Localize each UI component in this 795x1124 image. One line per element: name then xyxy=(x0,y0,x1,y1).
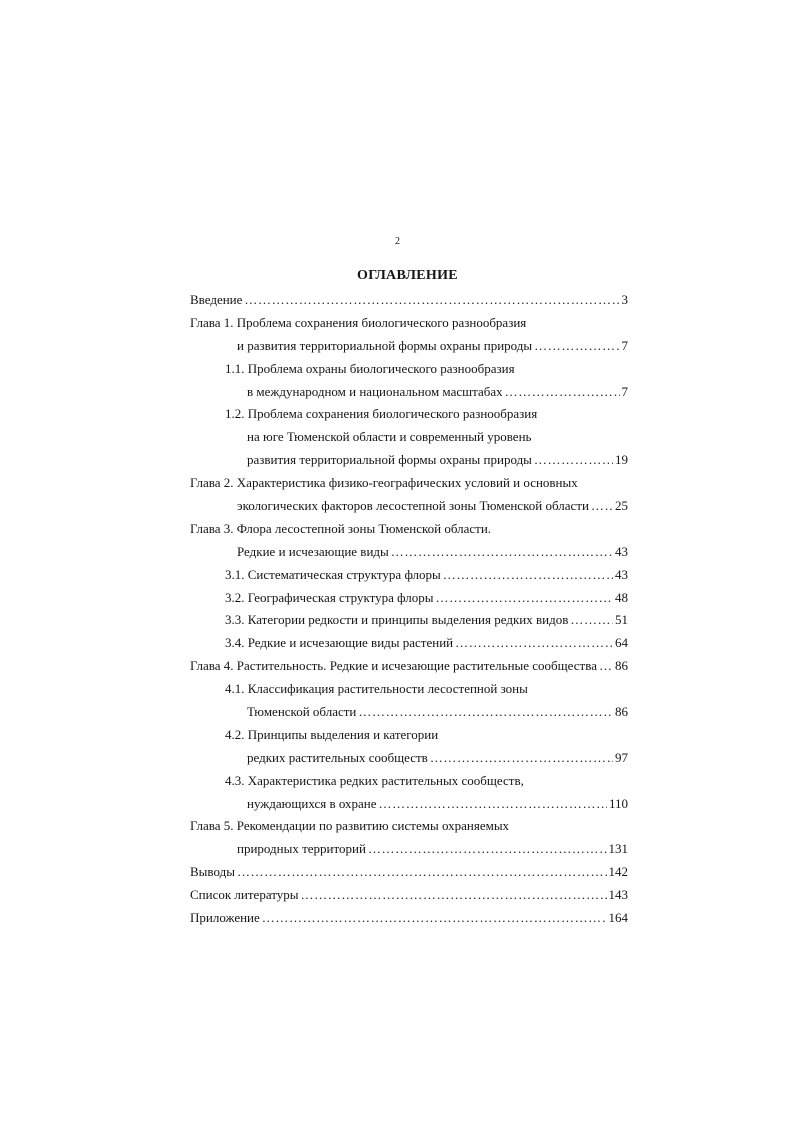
toc-entry-page: 48 xyxy=(615,589,628,605)
toc-entry-page: 43 xyxy=(615,566,628,582)
toc-entry-text: 4.2. Принципы выделения и категории xyxy=(225,726,439,742)
toc-leader-dots xyxy=(591,495,613,518)
toc-entry-text: развития территориальной формы охраны природы xyxy=(247,452,532,468)
toc-entry-page: 19 xyxy=(615,452,628,468)
toc-entry-text: Глава 5. Рекомендации по развитию системы охраняемых xyxy=(190,818,510,834)
toc-entry-text: на юге Тюменской области и современный уровень xyxy=(247,429,532,445)
toc-entry-page: 3 xyxy=(621,292,628,307)
toc-entry-text: 3.3. Категории редкости и принципы выделения редких видов xyxy=(225,612,569,628)
toc-entry-page: 43 xyxy=(615,543,628,559)
toc-entry-page: 164 xyxy=(608,910,628,926)
toc-entry-text: 4.3. Характеристика редких растительных сообществ, xyxy=(225,772,524,788)
toc-entry-chapter-5-cont xyxy=(190,838,628,861)
toc-entry-page: 51 xyxy=(615,612,628,628)
toc-entry-page: 25 xyxy=(615,498,628,514)
toc-entry-section-4-3-cont xyxy=(190,793,628,816)
toc-entry-text: Тюменской области xyxy=(247,704,357,720)
toc-entry-section-4-2-cont xyxy=(190,747,628,770)
toc-entry-text: природных территорий xyxy=(237,841,366,857)
page-number: 2 xyxy=(395,236,400,247)
toc-entry-conclusions xyxy=(190,861,628,884)
toc-leader-dots xyxy=(358,701,613,724)
toc-entry-page: 7 xyxy=(621,383,628,399)
toc-leader-dots xyxy=(244,289,619,312)
toc-entry-text: Редкие и исчезающие виды xyxy=(237,543,389,559)
toc-entry-text: Список литературы xyxy=(190,887,299,903)
toc-entry-text: 3.2. Географическая структура флоры xyxy=(225,589,434,605)
toc-leader-dots xyxy=(455,632,613,655)
toc-entry-chapter-1 xyxy=(190,312,628,335)
toc-entry-page: 142 xyxy=(608,864,628,880)
toc-entry-page: 143 xyxy=(608,887,628,903)
toc-entry-section-1-1-cont xyxy=(190,381,628,404)
toc-entry-text: 1.2. Проблема сохранения биологического разнообразия xyxy=(225,406,538,422)
toc-entry-section-1-1 xyxy=(190,358,628,381)
toc-entry-text: редких растительных сообществ xyxy=(247,749,428,765)
toc-leader-dots xyxy=(570,609,613,632)
toc-entry-section-3-3 xyxy=(190,609,628,632)
toc-entry-text: экологических факторов лесостепной зоны Тюменской области xyxy=(237,498,589,514)
toc-entry-chapter-5 xyxy=(190,815,628,838)
toc-entry-chapter-2-cont xyxy=(190,495,628,518)
toc-entry-section-3-1 xyxy=(190,564,628,587)
toc-leader-dots xyxy=(379,793,607,816)
toc-entry-text: Глава 4. Растительность. Редкие и исчезающие растительные сообщества xyxy=(190,658,597,674)
toc-entry-section-1-2 xyxy=(190,403,628,426)
toc-entry-text: Введение xyxy=(190,292,243,307)
toc-entry-section-3-4 xyxy=(190,632,628,655)
toc-entry-text: и развития территориальной формы охраны природы xyxy=(237,337,533,353)
toc-leader-dots xyxy=(262,907,607,930)
toc-leader-dots xyxy=(368,838,607,861)
toc-entry-page: 7 xyxy=(621,337,628,353)
toc-entry-section-4-3 xyxy=(190,770,628,793)
toc-entry-page: 97 xyxy=(615,749,628,765)
toc-entry-introduction xyxy=(190,289,628,312)
toc-entry-text: 1.1. Проблема охраны биологического разнообразия xyxy=(225,360,515,376)
toc-entry-page: 131 xyxy=(608,841,628,857)
toc-leader-dots xyxy=(534,335,619,358)
toc-entry-references xyxy=(190,884,628,907)
toc-entry-section-4-1-cont xyxy=(190,701,628,724)
toc-leader-dots xyxy=(599,655,613,678)
toc-entry-section-1-2-cont xyxy=(190,449,628,472)
toc-leader-dots xyxy=(534,449,613,472)
toc-entry-text: Глава 1. Проблема сохранения биологического разнообразия xyxy=(190,314,527,330)
toc-leader-dots xyxy=(430,747,613,770)
toc-entry-appendix xyxy=(190,907,628,930)
toc-entry-chapter-3 xyxy=(190,518,628,541)
toc-entry-text: Глава 2. Характеристика физико-географических условий и основных xyxy=(190,475,578,491)
toc-entry-page: 64 xyxy=(615,635,628,651)
toc-entry-text: Глава 3. Флора лесостепной зоны Тюменской области. xyxy=(190,520,492,536)
toc-leader-dots xyxy=(505,381,620,404)
toc-entry-page: 86 xyxy=(615,658,628,674)
toc-entry-text: нуждающихся в охране xyxy=(247,795,377,811)
toc-entry-page: 110 xyxy=(608,795,628,811)
toc-leader-dots xyxy=(391,541,613,564)
toc-leader-dots xyxy=(237,861,607,884)
toc-title: ОГЛАВЛЕНИЕ xyxy=(357,268,458,283)
toc-entry-text: в международном и национальном масштабах xyxy=(247,383,503,399)
toc-entry-chapter-2 xyxy=(190,472,628,495)
toc-entry-text: 4.1. Классификация растительности лесостепной зоны xyxy=(225,681,528,697)
toc-entry-text: 3.4. Редкие и исчезающие виды растений xyxy=(225,635,454,651)
toc-entry-section-4-2 xyxy=(190,724,628,747)
toc-entry-chapter-4 xyxy=(190,655,628,678)
toc-entry-text: 3.1. Систематическая структура флоры xyxy=(225,566,441,582)
toc-leader-dots xyxy=(443,564,613,587)
toc-entry-text: Выводы xyxy=(190,864,235,880)
toc-entry-chapter-3-cont xyxy=(190,541,628,564)
toc-entry-chapter-1-cont xyxy=(190,335,628,358)
toc-leader-dots xyxy=(301,884,607,907)
toc-entry-section-1-2-cont xyxy=(190,426,628,449)
toc-leader-dots xyxy=(435,587,613,610)
table-of-contents xyxy=(190,289,628,930)
toc-entry-section-4-1 xyxy=(190,678,628,701)
toc-entry-section-3-2 xyxy=(190,587,628,610)
toc-entry-page: 86 xyxy=(615,704,628,720)
toc-entry-text: Приложение xyxy=(190,910,260,926)
